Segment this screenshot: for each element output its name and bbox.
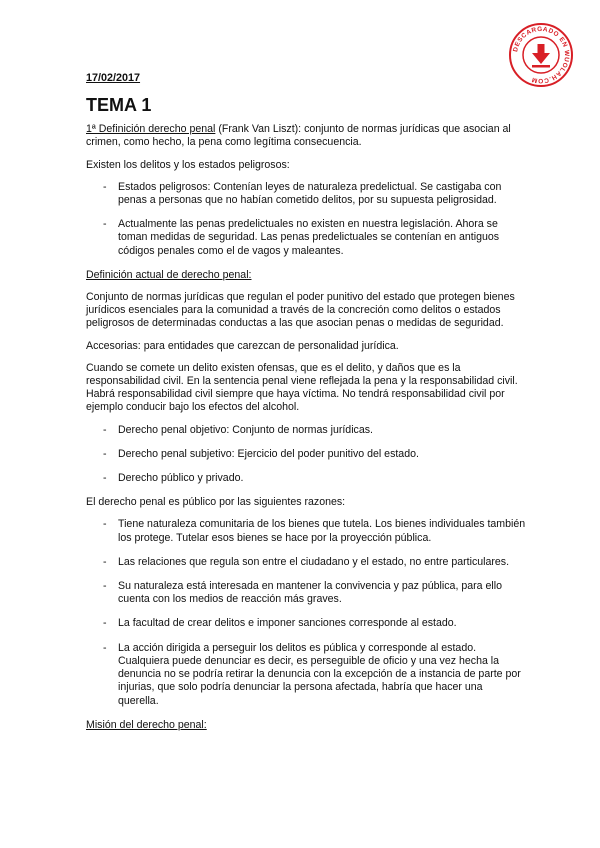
- publico-paragraph: El derecho penal es público por las siguientes razones:: [86, 496, 346, 509]
- list-item: [86, 617, 526, 630]
- list-item: [86, 642, 526, 708]
- bullet-dash: -: [103, 180, 107, 193]
- list-item-text: Estados peligrosos: Contenían leyes de naturaleza predelictual. Se castigaba con penas a personas que no habían cometido delitos, por su supuesta peligrosidad.: [118, 180, 502, 207]
- list-item-text: La facultad de crear delitos e imponer sanciones corresponde al estado.: [118, 617, 457, 630]
- download-arrow-icon: [532, 44, 550, 68]
- bullet-dash: -: [103, 555, 107, 568]
- list-item-text: Derecho penal objetivo: Conjunto de normas jurídicas.: [118, 423, 373, 436]
- bullet-dash: -: [103, 617, 107, 630]
- delitos-paragraph: Existen los delitos y los estados peligrosos:: [86, 158, 290, 171]
- list-item: [86, 424, 526, 437]
- list-item: [86, 448, 526, 461]
- list-item-text: Las relaciones que regula son entre el ciudadano y el estado, no entre particulares.: [118, 555, 510, 568]
- list-item: [86, 518, 526, 544]
- list-item: [86, 580, 526, 606]
- accesorias-paragraph: Accesorias: para entidades que carezcan de personalidad jurídica.: [86, 339, 399, 352]
- bullet-dash: -: [103, 447, 107, 460]
- section-heading-mision: Misión del derecho penal:: [86, 718, 207, 731]
- intro-text: (Frank Van Liszt): conjunto de normas jurídicas que asocian al crimen, como hecho, la pena como legítima consecuencia.: [86, 123, 511, 149]
- list-item-text: Derecho público y privado.: [118, 472, 244, 485]
- list-item: [86, 218, 526, 258]
- list-item-text: La acción dirigida a perseguir los delitos es pública y corresponde al estado. Cualquiera puede denunciar es decir, es perseguible de oficio y una vez hecha la denuncia no se podría retirar la denuncia con la excepción de a instancia de parte por injurias, que solo podría denunciar la persona afectada, habría que hacer una querella.: [118, 641, 521, 707]
- intro-paragraph: [86, 123, 526, 149]
- list-item-text: Derecho penal subjetivo: Ejercicio del poder punitivo del estado.: [118, 447, 419, 460]
- conjunto-paragraph: Conjunto de normas jurídicas que regulan el poder punitivo del estado que protegen bienes jurídicos esenciales para la comunidad a través de la concreción como delitos o estados peligrosos de determinadas conductas a las que asocian penas o medidas de seguridad.: [86, 291, 515, 330]
- bullet-dash: -: [103, 518, 107, 531]
- bullet-dash: -: [103, 472, 107, 485]
- document-page: [86, 72, 526, 741]
- list-item-text: Tiene naturaleza comunitaria de los bienes que tutela. Los bienes individuales también los protege. Tutelar esos bienes se hace por la proyección pública.: [118, 518, 526, 544]
- list-item-text: Actualmente las penas predelictuales no existen en nuestra legislación. Ahora se toman medidas de seguridad. Las penas predelictuales se contenían en antiguos códigos penales como el de vagos y maleantes.: [118, 218, 500, 257]
- page-title: TEMA 1: [86, 95, 152, 116]
- bullet-dash: -: [103, 423, 107, 436]
- list-item: [86, 181, 526, 207]
- list-item: [86, 472, 526, 485]
- list-item: [86, 556, 526, 569]
- intro-heading: 1ª Definición derecho penal: [86, 123, 216, 136]
- bullet-dash: -: [103, 641, 107, 654]
- stamp-text: DESCARGADO EN WUOLAH.COM: [512, 25, 571, 85]
- cuando-paragraph: Cuando se comete un delito existen ofensas, que es el delito, y daños que es la responsabilidad civil. En la sentencia penal viene reflejada la pena y la responsabilidad civil. Habrá responsabilidad civil siempre que haya víctima. No tendrá responsabilidad civil por ejemplo conducir bajo los efectos del alcohol.: [86, 361, 518, 414]
- section-heading-actual: Definición actual de derecho penal:: [86, 268, 252, 281]
- list-item-text: Su naturaleza está interesada en mantener la convivencia y paz pública, para ello cuenta con los medios de reacción más graves.: [118, 580, 502, 606]
- bullet-dash: -: [103, 580, 107, 593]
- bullet-dash: -: [103, 218, 107, 231]
- document-date: 17/02/2017: [86, 72, 141, 84]
